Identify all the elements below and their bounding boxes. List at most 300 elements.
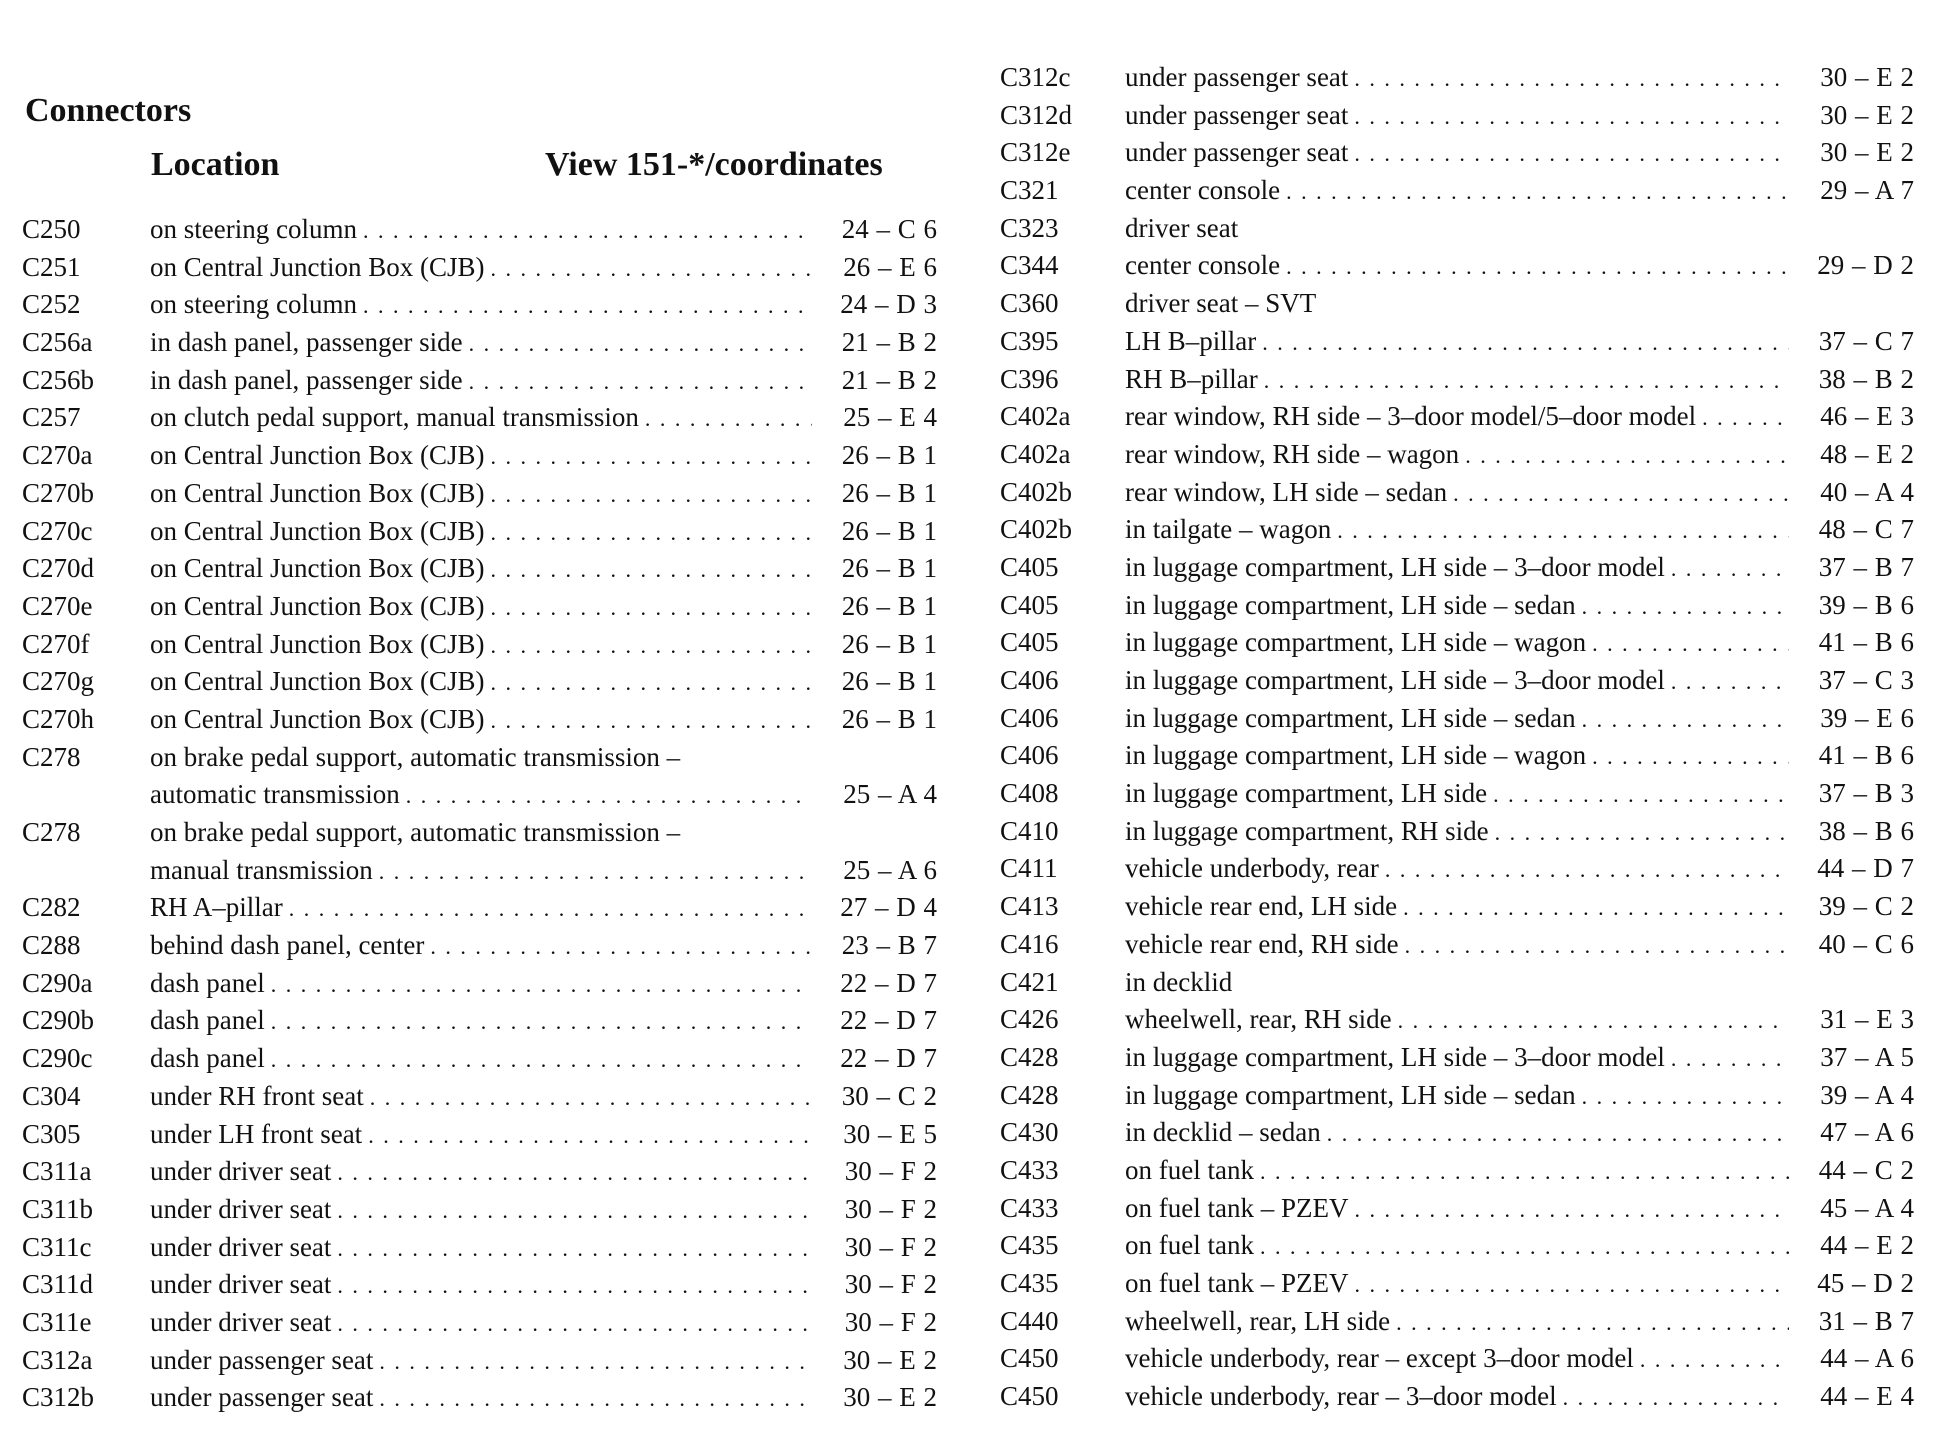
connector-location <box>1125 700 1789 738</box>
dot-leader <box>357 287 812 324</box>
location-text: under driver seat <box>150 1193 332 1224</box>
view-coordinate: 37 – C 7 <box>1818 325 1914 356</box>
dot-leader <box>1321 1115 1789 1152</box>
connector-row <box>22 965 937 1003</box>
dot-leader <box>484 476 812 513</box>
connector-location <box>1125 247 1789 285</box>
connector-code: C278 <box>22 817 81 848</box>
connector-row <box>1000 1378 1914 1416</box>
location-text: wheelwell, rear, LH side <box>1125 1305 1391 1336</box>
dot-leader <box>265 1003 812 1040</box>
connector-row <box>22 1266 937 1304</box>
connector-row <box>1000 1303 1914 1341</box>
location-text: under passenger seat <box>1125 137 1349 168</box>
connector-code: C416 <box>1000 928 1059 959</box>
connector-code: C435 <box>1000 1268 1059 1298</box>
dot-leader <box>1258 362 1789 399</box>
location-text: vehicle rear end, RH side <box>1125 928 1399 959</box>
location-text: on steering column <box>150 214 357 244</box>
connector-location <box>1125 1001 1789 1039</box>
connector-location <box>1125 775 1789 813</box>
connector-location <box>1125 850 1789 888</box>
location-text: under LH front seat <box>150 1118 363 1149</box>
connector-location <box>1125 549 1789 587</box>
location-text: dash panel <box>150 1043 265 1074</box>
connector-code: C421 <box>1000 966 1059 997</box>
connector-code: C402a <box>1000 401 1071 432</box>
view-coordinate: 47 – A 6 <box>1820 1117 1914 1148</box>
connector-code: C270h <box>22 703 95 734</box>
view-coordinate: 48 – C 7 <box>1818 514 1914 545</box>
dot-leader <box>484 702 812 739</box>
location-text: in luggage compartment, LH side – wagon <box>1125 627 1587 658</box>
location-text: in luggage compartment, LH side – sedan <box>1125 589 1576 620</box>
location-text: behind dash panel, center <box>150 930 425 961</box>
connector-code: C270e <box>22 590 93 621</box>
dot-leader <box>357 212 812 249</box>
location-text: LH B–pillar <box>1125 325 1257 356</box>
dot-leader <box>331 1154 812 1191</box>
connector-row <box>22 1116 937 1154</box>
view-coordinate: 31 – B 7 <box>1818 1305 1914 1336</box>
dot-leader <box>1397 889 1789 926</box>
connector-code: C256a <box>22 327 93 358</box>
location-text: on Central Junction Box (CJB) <box>150 477 485 508</box>
location-text: in dash panel, passenger side <box>150 327 463 358</box>
view-coordinate: 46 – E 3 <box>1820 401 1914 432</box>
connector-code: C290c <box>22 1043 93 1074</box>
connector-row <box>1000 210 1914 248</box>
location-text: rear window, RH side – wagon <box>1125 438 1460 469</box>
connector-code: C311a <box>22 1156 92 1187</box>
dot-leader <box>1280 248 1789 285</box>
connector-location <box>1125 511 1789 549</box>
view-coordinate: 23 – B 7 <box>841 930 937 961</box>
connector-code: C270c <box>22 515 93 546</box>
connector-code: C344 <box>1000 250 1059 281</box>
connector-code: C290b <box>22 1005 95 1036</box>
location-text: rear window, LH side – sedan <box>1125 476 1448 507</box>
location-text: in luggage compartment, LH side – wagon <box>1125 740 1587 771</box>
view-coordinate: 44 – E 2 <box>1820 1230 1914 1261</box>
connector-location <box>150 513 812 551</box>
connector-location <box>150 1002 812 1040</box>
dot-leader <box>1399 927 1789 964</box>
connector-location <box>1125 926 1789 964</box>
connector-location <box>1125 624 1789 662</box>
connector-code: C312e <box>1000 137 1071 168</box>
dot-leader <box>484 250 812 287</box>
connector-location <box>150 249 812 287</box>
connector-location <box>150 211 812 249</box>
connector-location <box>1125 1152 1789 1190</box>
connector-location <box>1125 813 1789 851</box>
view-coordinate: 25 – E 4 <box>843 402 937 433</box>
dot-leader <box>1665 1040 1789 1077</box>
connector-code: C311d <box>22 1269 94 1300</box>
location-text: automatic transmission <box>150 779 400 810</box>
location-text: on Central Junction Box (CJB) <box>150 251 485 282</box>
connector-location <box>150 437 812 475</box>
connector-row <box>22 814 937 889</box>
view-coordinate: 39 – A 4 <box>1820 1079 1914 1110</box>
dot-leader <box>484 514 812 551</box>
view-coordinate: 29 – D 2 <box>1817 250 1914 281</box>
dot-leader <box>400 777 812 814</box>
location-text: on fuel tank <box>1125 1154 1254 1185</box>
connector-row <box>22 324 937 362</box>
connector-location <box>150 324 812 362</box>
connector-location <box>150 1304 812 1342</box>
connector-location <box>150 663 812 701</box>
connector-code: C290a <box>22 967 93 998</box>
location-text: under driver seat <box>150 1306 332 1337</box>
connector-row <box>1000 700 1914 738</box>
dot-leader <box>331 1267 812 1304</box>
location-text: in luggage compartment, LH side – 3–door model <box>1125 1041 1665 1072</box>
location-text: in decklid <box>1125 966 1233 997</box>
connector-code: C430 <box>1000 1117 1059 1148</box>
view-coordinate: 26 – B 1 <box>841 477 937 508</box>
connector-code: C428 <box>1000 1079 1059 1110</box>
connector-code: C428 <box>1000 1041 1059 1072</box>
location-text: dash panel <box>150 1005 265 1036</box>
dot-leader <box>1348 1266 1789 1303</box>
view-coordinate: 30 – F 2 <box>844 1231 937 1262</box>
connector-row <box>22 513 937 551</box>
connector-location <box>1125 888 1789 926</box>
connector-location <box>1125 285 1789 323</box>
connector-code: C270f <box>22 628 90 659</box>
connector-code: C270b <box>22 477 95 508</box>
connector-row <box>1000 1152 1914 1190</box>
view-coordinate: 22 – D 7 <box>840 1043 937 1074</box>
dot-leader <box>1254 1153 1789 1190</box>
view-coordinate: 48 – E 2 <box>1820 438 1914 469</box>
connector-location <box>1125 587 1789 625</box>
location-text: RH B–pillar <box>1125 363 1258 394</box>
connector-location <box>150 1153 812 1191</box>
connector-code: C410 <box>1000 815 1059 846</box>
location-text: in dash panel, passenger side <box>150 364 463 395</box>
view-coordinate: 40 – A 4 <box>1820 476 1914 507</box>
connector-code: C312c <box>1000 62 1071 92</box>
connector-location <box>150 362 812 400</box>
location-text: on Central Junction Box (CJB) <box>150 440 485 471</box>
location-text: on fuel tank – PZEV <box>1125 1192 1349 1223</box>
location-text: on brake pedal support, automatic transmission – <box>150 741 681 772</box>
connector-row <box>1000 474 1914 512</box>
location-text: on Central Junction Box (CJB) <box>150 628 485 659</box>
connector-code: C406 <box>1000 665 1059 695</box>
connector-row <box>1000 1039 1914 1077</box>
connector-location <box>1125 1378 1789 1416</box>
dot-leader <box>1487 776 1789 813</box>
connector-code: C402b <box>1000 514 1073 545</box>
dot-leader <box>424 928 812 965</box>
connector-row <box>1000 662 1914 700</box>
connector-row <box>1000 775 1914 813</box>
dot-leader <box>1586 625 1789 662</box>
view-coordinate: 26 – B 1 <box>841 440 937 471</box>
section-title: Connectors <box>25 92 192 129</box>
dot-leader <box>1254 1228 1789 1265</box>
connector-row <box>22 550 937 588</box>
connector-code: C408 <box>1000 778 1059 809</box>
location-text: center console <box>1125 175 1281 206</box>
dot-leader <box>1348 98 1789 135</box>
view-coordinate: 38 – B 2 <box>1818 363 1914 394</box>
connector-row <box>1000 134 1914 172</box>
dot-leader <box>1348 1191 1789 1228</box>
connector-location <box>150 1229 812 1267</box>
connector-row <box>22 626 937 664</box>
view-coordinate: 30 – C 2 <box>841 1080 937 1111</box>
dot-leader <box>484 627 812 664</box>
dot-leader <box>1348 135 1789 172</box>
dot-leader <box>373 1343 812 1380</box>
view-coordinate: 25 – A 6 <box>843 854 937 885</box>
connector-row <box>1000 1265 1914 1303</box>
connector-code: C433 <box>1000 1154 1059 1185</box>
view-coordinate: 39 – B 6 <box>1818 589 1914 620</box>
connector-code: C435 <box>1000 1230 1059 1261</box>
connector-row <box>1000 888 1914 926</box>
connector-location <box>150 550 812 588</box>
view-coordinate: 38 – B 6 <box>1818 815 1914 846</box>
connector-code: C256b <box>22 364 95 395</box>
view-coordinate: 31 – E 3 <box>1820 1004 1914 1035</box>
location-text: on Central Junction Box (CJB) <box>150 553 485 584</box>
dot-leader <box>283 890 812 927</box>
view-coordinate: 30 – E 2 <box>843 1344 937 1375</box>
connector-code: C395 <box>1000 325 1059 356</box>
view-coordinate: 44 – C 2 <box>1818 1154 1914 1185</box>
connector-location <box>150 739 812 814</box>
connector-row <box>1000 964 1914 1002</box>
view-coordinate: 30 – F 2 <box>844 1269 937 1300</box>
connector-code: C312d <box>1000 99 1073 130</box>
connector-code: C282 <box>22 892 81 923</box>
dot-leader <box>1576 1078 1789 1115</box>
connector-row <box>22 588 937 626</box>
location-text: on Central Junction Box (CJB) <box>150 590 485 621</box>
view-coordinate: 26 – B 1 <box>841 628 937 659</box>
connector-location <box>1125 662 1789 700</box>
connector-code: C321 <box>1000 175 1059 206</box>
connector-row <box>1000 549 1914 587</box>
view-coordinate: 30 – E 2 <box>1820 137 1914 168</box>
connector-row <box>1000 587 1914 625</box>
dot-leader <box>1489 814 1789 851</box>
connector-location <box>150 1078 812 1116</box>
connector-code: C312b <box>22 1382 95 1413</box>
view-coordinate: 21 – B 2 <box>841 364 937 395</box>
location-text: on steering column <box>150 289 357 320</box>
dot-leader <box>331 1230 812 1267</box>
connector-row <box>1000 247 1914 285</box>
dot-leader <box>373 853 812 890</box>
view-coordinate: 41 – B 6 <box>1818 740 1914 771</box>
connector-row <box>22 701 937 739</box>
connector-location <box>150 1266 812 1304</box>
location-text: in luggage compartment, LH side – 3–door model <box>1125 665 1665 695</box>
location-text: center console <box>1125 250 1281 281</box>
location-text: dash panel <box>150 967 265 998</box>
view-coordinate: 37 – B 7 <box>1818 551 1914 582</box>
connector-code: C406 <box>1000 702 1059 733</box>
location-text: under passenger seat <box>150 1344 374 1375</box>
connector-location <box>150 626 812 664</box>
connector-row <box>22 399 937 437</box>
dot-leader <box>1665 550 1789 587</box>
location-text: on clutch pedal support, manual transmission <box>150 402 639 433</box>
location-text: driver seat – SVT <box>1125 288 1317 319</box>
view-coordinate: 30 – F 2 <box>844 1193 937 1224</box>
view-coordinate: 24 – D 3 <box>840 289 937 320</box>
view-coordinate: 37 – A 5 <box>1820 1041 1914 1072</box>
connector-location <box>150 1116 812 1154</box>
view-coordinate: 26 – B 1 <box>841 590 937 621</box>
connector-location <box>1125 398 1789 436</box>
location-text: in luggage compartment, RH side <box>1125 815 1489 846</box>
connector-location <box>1125 1077 1789 1115</box>
connector-code: C251 <box>22 251 81 282</box>
connector-row <box>1000 172 1914 210</box>
connector-row <box>22 1304 937 1342</box>
connector-location <box>150 588 812 626</box>
dot-leader <box>364 1079 812 1116</box>
dot-leader <box>1348 60 1789 97</box>
view-coordinate: 26 – E 6 <box>843 251 937 282</box>
connector-row <box>1000 1190 1914 1228</box>
dot-leader <box>1557 1379 1789 1416</box>
connector-code: C304 <box>22 1080 81 1111</box>
dot-leader <box>484 551 812 588</box>
connector-row <box>1000 97 1914 135</box>
dot-leader <box>1665 663 1789 700</box>
view-coordinate: 44 – E 4 <box>1820 1381 1914 1412</box>
connector-location <box>1125 436 1789 474</box>
view-coordinate: 44 – D 7 <box>1817 853 1914 884</box>
connector-row <box>22 1342 937 1380</box>
view-coordinate: 26 – B 1 <box>841 703 937 734</box>
connector-location <box>1125 1340 1789 1378</box>
connector-row <box>22 1379 937 1417</box>
dot-leader <box>639 400 812 437</box>
view-coordinate: 37 – B 3 <box>1818 778 1914 809</box>
connector-location <box>150 927 812 965</box>
connector-location <box>150 475 812 513</box>
connector-code: C433 <box>1000 1192 1059 1223</box>
connector-location <box>150 286 812 324</box>
dot-leader <box>1576 588 1789 625</box>
connector-row <box>1000 1340 1914 1378</box>
connector-row <box>22 249 937 287</box>
connector-code: C278 <box>22 741 81 772</box>
connector-code: C413 <box>1000 891 1059 922</box>
location-text: under passenger seat <box>150 1382 374 1413</box>
connector-row <box>22 1002 937 1040</box>
dot-leader <box>1447 475 1789 512</box>
connector-row <box>22 927 937 965</box>
connector-code: C250 <box>22 214 81 244</box>
dot-leader <box>331 1305 812 1342</box>
view-coordinate: 21 – B 2 <box>841 327 937 358</box>
left-connector-column <box>22 211 937 1417</box>
connector-row <box>1000 59 1914 97</box>
connector-row <box>22 475 937 513</box>
dot-leader <box>1576 701 1789 738</box>
view-coordinate: 24 – C 6 <box>841 214 937 244</box>
connector-row <box>1000 1077 1914 1115</box>
location-text: in luggage compartment, LH side – sedan <box>1125 1079 1576 1110</box>
connector-row <box>1000 624 1914 662</box>
connector-location <box>150 1191 812 1229</box>
connector-location <box>1125 474 1789 512</box>
connector-code: C257 <box>22 402 81 433</box>
connector-location <box>1125 964 1789 1002</box>
connector-location <box>1125 1265 1789 1303</box>
connector-row <box>22 889 937 927</box>
location-text: in tailgate – wagon <box>1125 514 1332 545</box>
connector-code: C270a <box>22 440 93 471</box>
connector-row <box>22 362 937 400</box>
connector-row <box>22 1229 937 1267</box>
location-text: vehicle underbody, rear – except 3–door model <box>1125 1343 1634 1374</box>
view-coordinate: 30 – E 2 <box>843 1382 937 1413</box>
location-text: manual transmission <box>150 854 373 885</box>
view-coordinate: 37 – C 3 <box>1818 665 1914 695</box>
connector-location <box>1125 210 1789 248</box>
location-text: RH A–pillar <box>150 892 283 923</box>
connector-code: C405 <box>1000 627 1059 658</box>
view-coordinate: 45 – D 2 <box>1817 1268 1914 1298</box>
connector-code: C426 <box>1000 1004 1059 1035</box>
connector-location <box>150 889 812 927</box>
view-coordinate: 29 – A 7 <box>1820 175 1914 206</box>
connector-location <box>150 701 812 739</box>
dot-leader <box>265 966 812 1003</box>
connector-row <box>22 1153 937 1191</box>
connector-row <box>22 739 937 814</box>
dot-leader <box>1390 1304 1789 1341</box>
location-text: on Central Junction Box (CJB) <box>150 703 485 734</box>
connector-location <box>1125 1303 1789 1341</box>
location-text: on Central Junction Box (CJB) <box>150 666 485 697</box>
connector-location <box>1125 737 1789 775</box>
location-text: vehicle underbody, rear <box>1125 853 1379 884</box>
connector-row <box>22 663 937 701</box>
view-coordinate: 39 – E 6 <box>1820 702 1914 733</box>
connector-code: C406 <box>1000 740 1059 771</box>
connector-code: C440 <box>1000 1305 1059 1336</box>
location-text: on fuel tank – PZEV <box>1125 1268 1349 1298</box>
view-coordinate: 30 – F 2 <box>844 1306 937 1337</box>
location-text: under driver seat <box>150 1156 332 1187</box>
view-coordinate: 30 – E 5 <box>843 1118 937 1149</box>
connector-location <box>150 399 812 437</box>
connector-row <box>1000 850 1914 888</box>
location-text: in luggage compartment, LH side – sedan <box>1125 702 1576 733</box>
location-text: on fuel tank <box>1125 1230 1254 1261</box>
connector-code: C311e <box>22 1306 92 1337</box>
dot-leader <box>484 664 812 701</box>
connector-code: C270g <box>22 666 95 697</box>
view-coordinate: 40 – C 6 <box>1818 928 1914 959</box>
connector-row <box>1000 1001 1914 1039</box>
view-coordinate: 26 – B 1 <box>841 515 937 546</box>
